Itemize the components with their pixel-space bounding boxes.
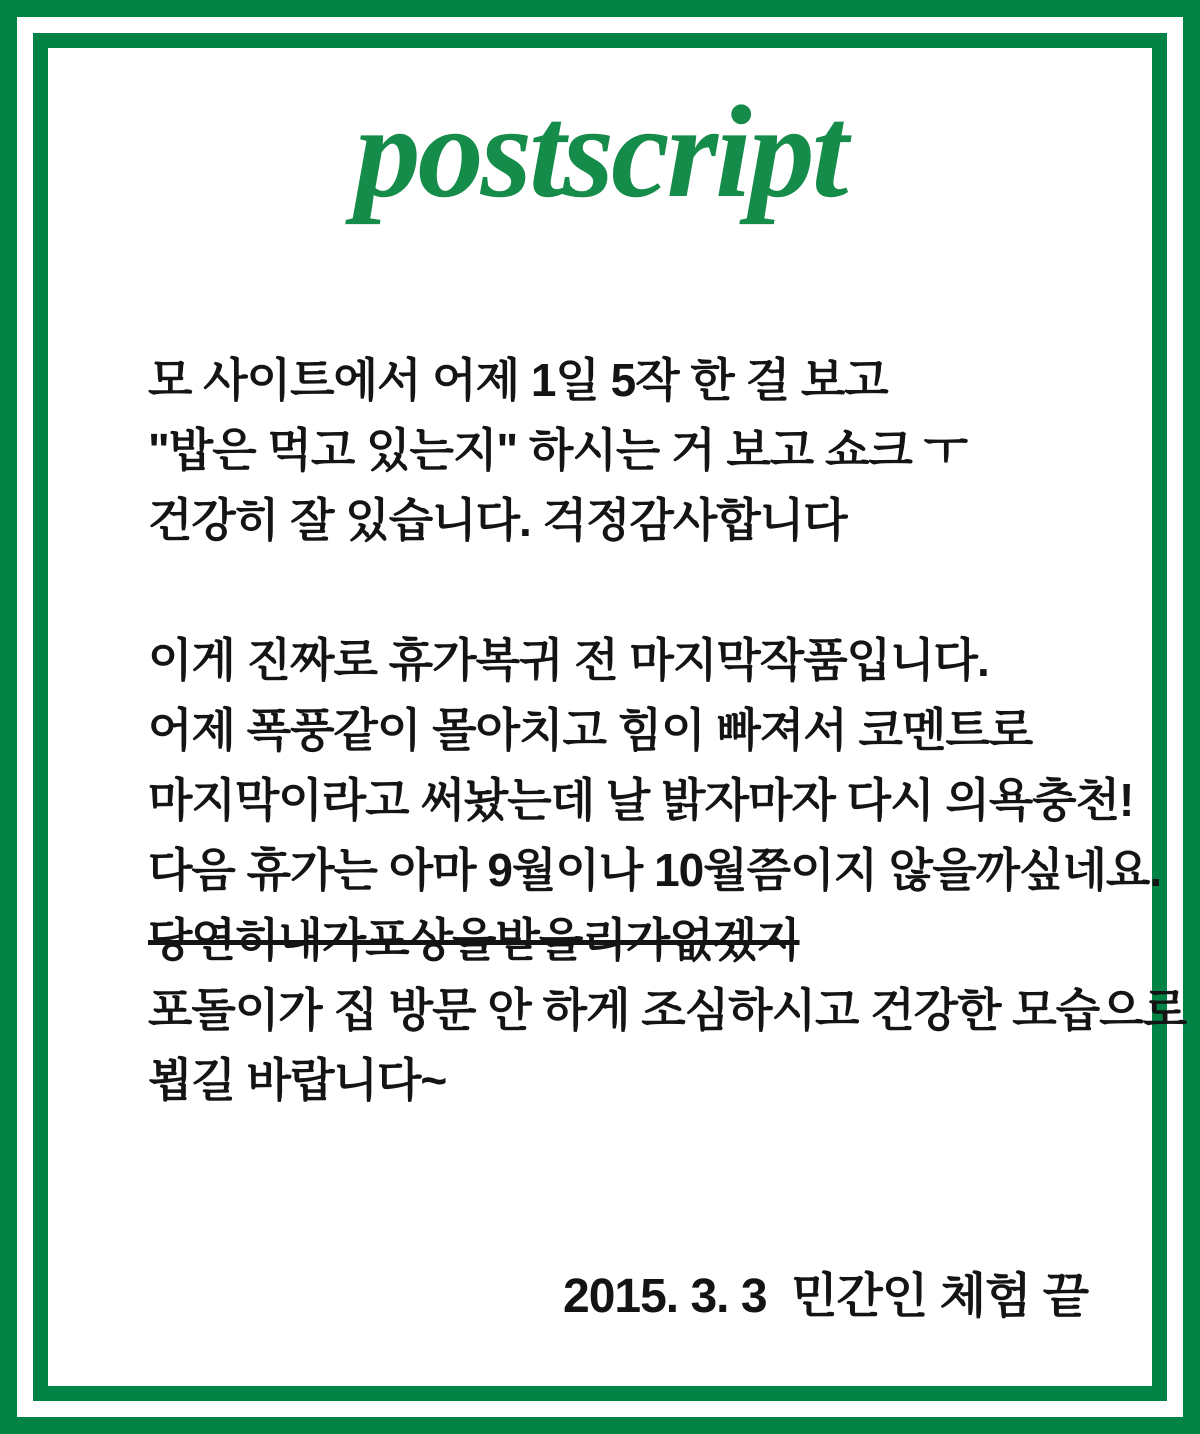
text-line: 이게 진짜로 휴가복귀 전 마지막작품입니다. (148, 634, 989, 686)
text-line: "밥은 먹고 있는지" 하시는 거 보고 쇼크 ㅜ (148, 424, 968, 476)
text-line: 어제 폭풍같이 몰아치고 힘이 빠져서 코멘트로 (148, 704, 1033, 756)
page-title: postscript (354, 78, 846, 225)
strikethrough-text: 당연히내가포상을받을리가없겠지 (148, 914, 800, 966)
body-text (148, 345, 1187, 1115)
text-line: 마지막이라고 써놨는데 날 밝자마자 다시 의욕충천! (148, 774, 1134, 826)
text-line: 건강히 잘 있습니다. 걱정감사합니다 (148, 494, 847, 546)
blank-line (148, 555, 1158, 625)
text-line: 다음 휴가는 아마 9월이나 10월쯤이지 않을까싶네요. (148, 844, 1162, 896)
text-line: 모 사이트에서 어제 1일 5작 한 걸 보고 (148, 354, 888, 406)
text-line: 뵙길 바랍니다~ (148, 1054, 447, 1106)
date-signature: 2015. 3. 3 민간인 체험 끝 (563, 1270, 1089, 1323)
text-line: 포돌이가 집 방문 안 하게 조심하시고 건강한 모습으로 (148, 984, 1187, 1036)
